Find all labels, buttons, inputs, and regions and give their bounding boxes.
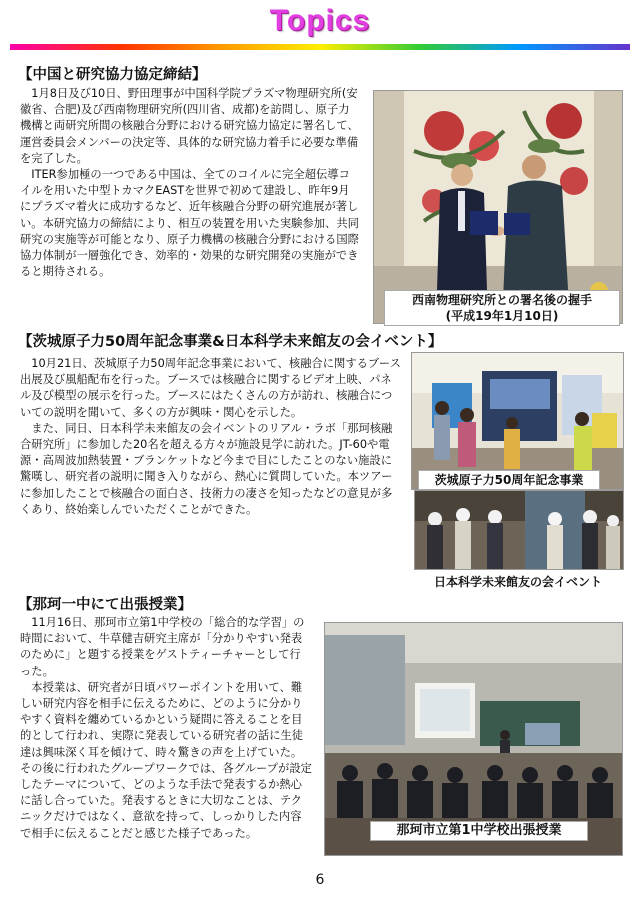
- section1-heading: 【中国と研究協力協定締結】: [18, 67, 207, 83]
- page-number: 6: [315, 872, 325, 888]
- section2-paragraph-1: 10月21日、茨城原子力50周年記念事業において、核融合に関するブース出展及び風船配布を行った。ブースでは核融合に関するビデオ上映、パネル及び模型の展示を行った。ブースにはたくさんの方が訪れ、核融合についての説明を聞いて、多くの方が興味・関心を示した。: [20, 357, 401, 419]
- rainbow-divider: [10, 44, 630, 50]
- section1-caption-line1: 西南物理研究所との署名後の握手: [411, 293, 592, 307]
- section1-caption-line2: (平成19年1月10日): [445, 309, 559, 323]
- section1-paragraph-2: ITER参加極の一つである中国は、全てのコイルに完全超伝導コイルを用いた中型トカマクEASTを世界で初めて建設し、昨年9月にプラズマ着火に成功するなど、近年核融合分野の研究進展が著しい。本研究協力の締結により、相互の装置を用いた実験参加、共同研究の実施等が可能となり、原子力機構の核融合分野における国際協力体制が一層強化でき、効率的・効果的な研究開発の実施ができると期待される。: [20, 168, 359, 279]
- section2-caption-a: 茨城原子力50周年記念事業: [418, 470, 600, 490]
- section3-paragraph-1: 11月16日、那珂市立第1中学校の「総合的な学習」の時間において、牛草健吉研究主席が「分かりやすい発表のために」と題する授業をゲストティーチャーとして行った。: [20, 616, 305, 678]
- section2-caption-b: 日本科学未来館友の会イベント: [433, 575, 602, 589]
- section2-paragraph-2: また、同日、日本科学未来館友の会イベントのリアル・ラボ「那珂核融合研究所」に参加した20名を超える方々が施設見学に訪れた。JT-60や電源・高周波加熱装置・ブランケットなど今まで目にしたことのない施設に驚嘆し、研究者の説明に聞き入りながら、熱心に質問していた。本ツアーに参加したことで核融合の面白さ、技術力の凄さを知ったなどの意見が多くあり、終始楽しんでいただくことができた。: [20, 421, 393, 516]
- tour-photo: [414, 490, 624, 570]
- section3-body: [20, 615, 312, 842]
- section1-caption: [384, 290, 620, 326]
- section3-heading: 【那珂一中にて出張授業】: [18, 597, 192, 613]
- section1-body: [20, 86, 360, 280]
- page-title: Topics: [269, 4, 371, 37]
- section3-paragraph-2: 本授業は、研究者が日頃パワーポイントを用いて、難しい研究内容を相手に伝えるために、どのように分かりやすく資料を纏めているかという疑問に答えることを目的として行われ、実際に発表している研究者の話に生徒達は興味深く耳を傾けて、時々驚きの声を上げていた。その後に行われたグループワークでは、各グループが設定したテーマについて、どのような手法で発表するか熱心に話し合っていた。発表するときに大切なことは、テクニックだけではなく、意欲を持って、しっかりした内容で相手に伝えることだと感じた様子であった。: [20, 680, 312, 840]
- section3-caption: 那珂市立第1中学校出張授業: [370, 821, 588, 841]
- handshake-photo: [373, 90, 623, 324]
- section1-paragraph-1: 1月8日及び10日、野田理事が中国科学院プラズマ物理研究所(安徽省、合肥)及び西南物理研究所(四川省、成都)を訪問し、原子力機構と両研究所間の核融合分野における研究協力協定に署名して、運営委員会メンバーの決定等、具体的な研究協力着手に必要な準備を完了した。: [20, 87, 359, 165]
- section2-body: [20, 356, 402, 518]
- section2-heading: 【茨城原子力50周年記念事業&日本科学未来館友の会イベント】: [18, 334, 443, 350]
